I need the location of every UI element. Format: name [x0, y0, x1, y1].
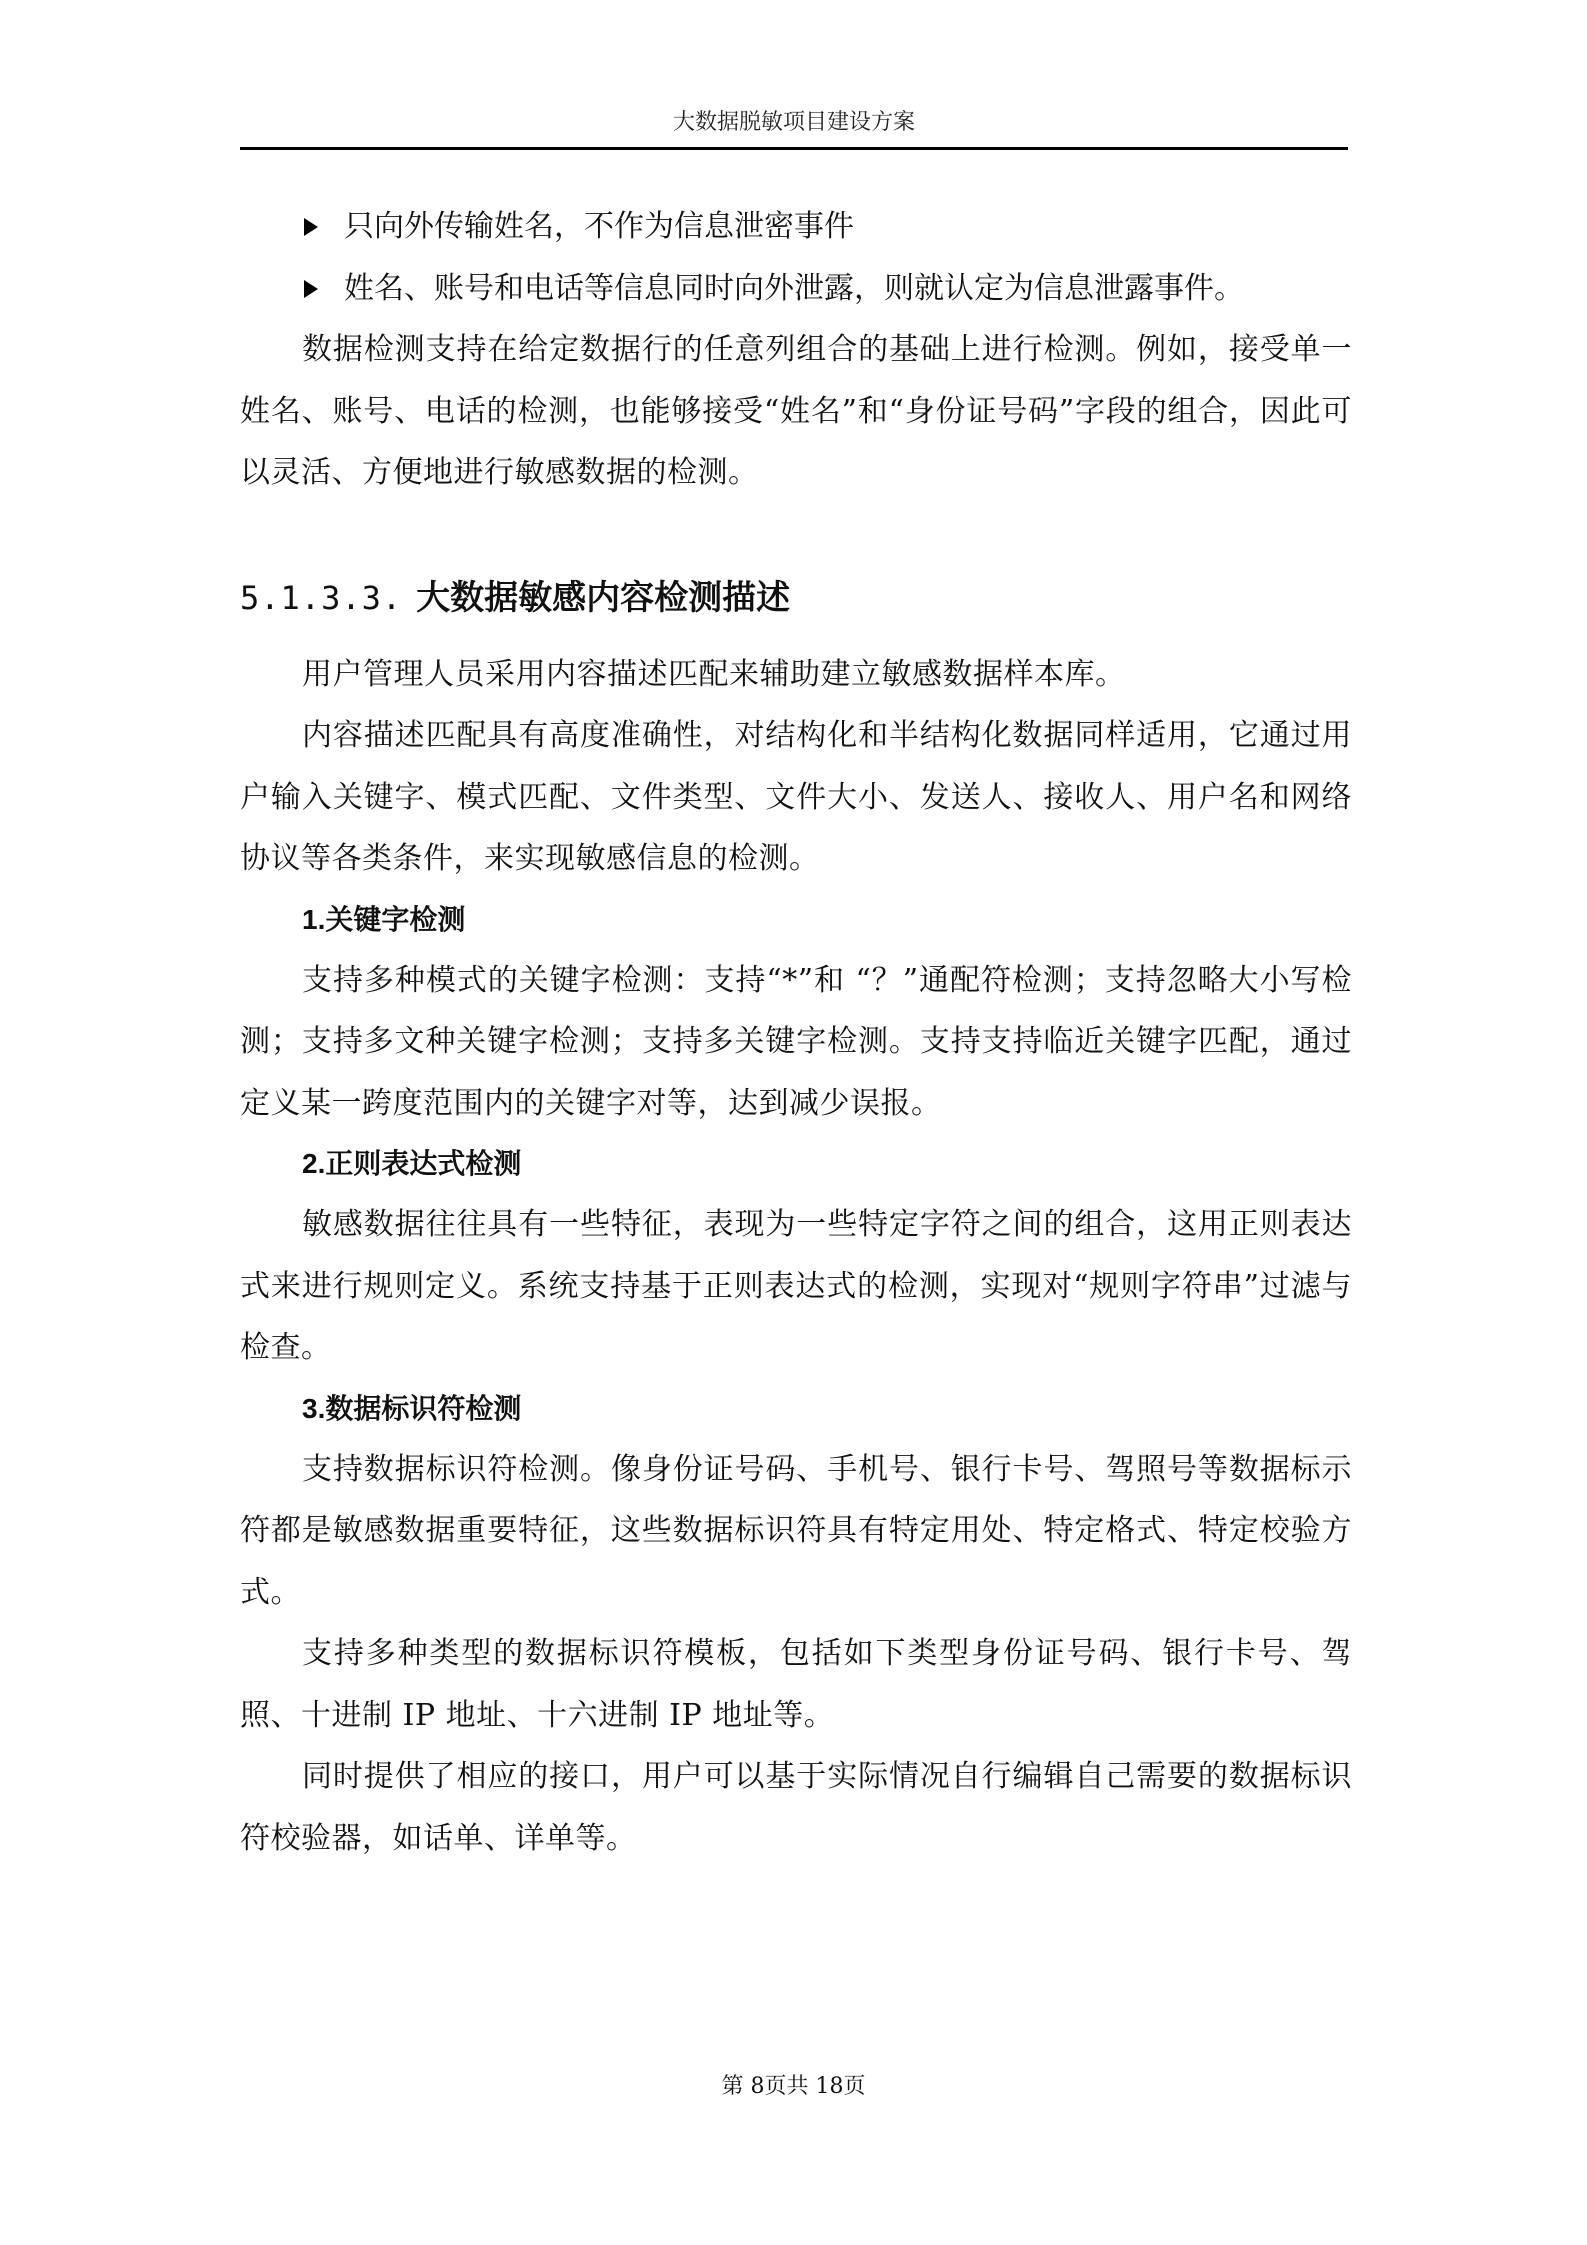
subsection-paragraph: 同时提供了相应的接口，用户可以基于实际情况自行编辑自己需要的数据标识符校验器，如话单、详单等。: [240, 1759, 1352, 1856]
bullet-text: 只向外传输姓名，不作为信息泄密事件: [344, 209, 854, 244]
subsection-heading-regex: 2.正则表达式检测: [302, 1148, 522, 1179]
bullet-item: [240, 258, 1352, 320]
subsection-paragraph: 支持数据标识符检测。像身份证号码、手机号、银行卡号、驾照号等数据标示符都是敏感数据重要特征，这些数据标识符具有特定用处、特定格式、特定校验方式。: [240, 1451, 1352, 1610]
bullet-text: 姓名、账号和电话等信息同时向外泄露，则就认定为信息泄露事件。: [344, 270, 1244, 306]
section-heading: [240, 566, 1352, 630]
section-number: 5.1.3.3.: [240, 578, 403, 617]
arrow-bullet-icon: [304, 280, 318, 298]
document-body: [240, 196, 1352, 1869]
subsection-paragraph: 支持多种模式的关键字检测：支持“*”和 “？”通配符检测；支持忽略大小写检测；支持多文种关键字检测；支持多关键字检测。支持支持临近关键字匹配，通过定义某一跨度范围内的关键字对等，达到减少误报。: [240, 962, 1352, 1121]
bullet-item: [240, 196, 1352, 258]
subsection-heading-keyword: 1.关键字检测: [302, 903, 466, 935]
page-header-title: 大数据脱敏项目建设方案: [672, 110, 915, 135]
subsection-heading-data-identifier: 3.数据标识符检测: [302, 1392, 522, 1424]
subsection-paragraph: 敏感数据往往具有一些特征，表现为一些特定字符之间的组合，这用正则表达式来进行规则定义。系统支持基于正则表达式的检测，实现对“规则字符串”过滤与检查。: [240, 1207, 1352, 1365]
section-paragraph: 用户管理人员采用内容描述匹配来辅助建立敏感数据样本库。: [302, 656, 1126, 692]
section-title: 大数据敏感内容检测描述: [416, 577, 791, 618]
header-divider: [240, 147, 1348, 150]
subsection-paragraph: 支持多种类型的数据标识符模板，包括如下类型身份证号码、银行卡号、驾照、十进制 IP 地址、十六进制 IP 地址等。: [240, 1636, 1352, 1733]
arrow-bullet-icon: [304, 218, 318, 236]
section-paragraph: 内容描述匹配具有高度准确性，对结构化和半结构化数据同样适用，它通过用户输入关键字、模式匹配、文件类型、文件大小、发送人、接收人、用户名和网络协议等各类条件，来实现敏感信息的检测。: [240, 718, 1352, 876]
page-number-footer: 第 8页共 18页: [721, 2074, 866, 2099]
intro-paragraph: 数据检测支持在给定数据行的任意列组合的基础上进行检测。例如，接受单一姓名、账号、电话的检测，也能够接受“姓名”和“身份证号码”字段的组合，因此可以灵活、方便地进行敏感数据的检测。: [240, 332, 1352, 490]
